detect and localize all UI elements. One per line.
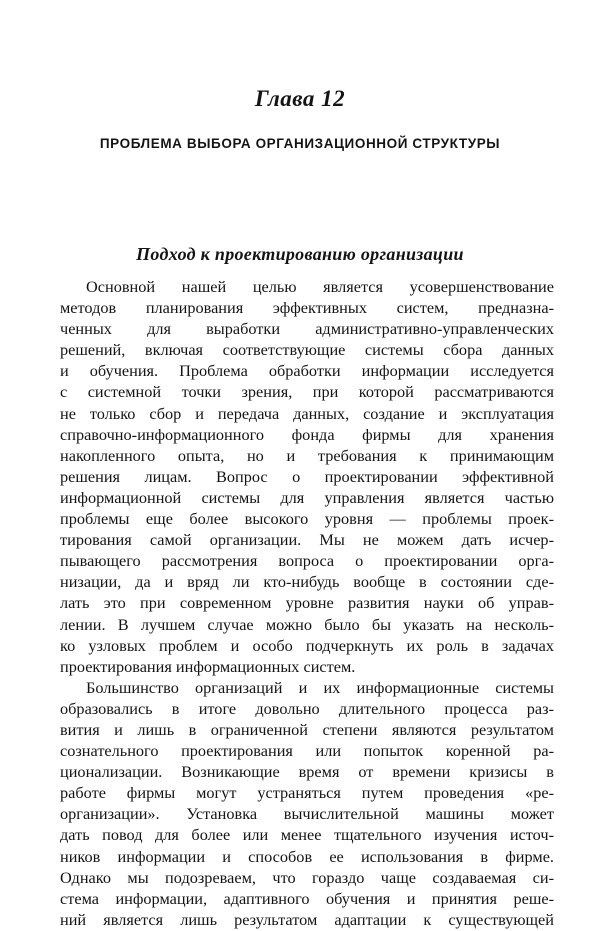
text-line: и обучения. Проблема обработки информации исследуется [60,361,554,381]
text-line: Однако мы подозреваем, что гораздо чаще создаваемая си- [60,867,554,887]
text-line: образовались в итоге довольно длительного процесса раз- [60,698,554,718]
text-line: ченных для выработки административно-управленческих [60,319,554,339]
chapter-title: Глава 12 [254,86,346,111]
section-heading: Подход к проектированию организации [136,244,464,264]
text-line: ционализации. Возникающие время от времени кризисы в [60,762,554,782]
text-line: не только сбор и передача данных, создание и эксплуатация [60,403,554,423]
text-line: решений, включая соответствующие системы сбора данных [60,340,554,360]
paragraph-1 [60,276,554,677]
text-line: с системной точки зрения, при которой рассматриваются [60,382,554,402]
text-line: вития и лишь в ограниченной степени являются результатом [60,719,554,739]
text-line: Большинство организаций и их информационные системы [86,677,554,697]
text-line: решения лицам. Вопрос о проектировании эффективной [60,466,554,486]
paragraph-2 [60,677,554,930]
text-line: работе фирмы могут устраняться путем проведения «ре- [60,783,554,803]
text-line: проектирования информационных систем. [60,656,356,676]
text-line: низации, да и вряд ли кто-нибудь вообще в состоянии сде- [60,572,554,592]
text-line: методов планирования эффективных систем, предназна- [60,298,554,318]
text-line: пывающего рассмотрения вопроса о проектировании орга- [60,551,554,571]
text-line: ний является лишь результатом адаптации к существующей [60,909,554,929]
text-line: проблемы еще более высокого уровня — проблемы проек- [60,509,554,529]
text-line: лать это при современном уровне развития науки об управ- [60,593,554,613]
text-line: справочно-информационного фонда фирмы для хранения [60,424,554,444]
text-line: ников информации и способов ее использования в фирме. [60,846,554,866]
text-line: дать повод для более или менее тщательного изучения источ- [60,825,554,845]
text-line: накопленного опыта, но и требования к принимающим [60,445,554,465]
text-line: сознательного проектирования или попыток коренной ра- [60,741,554,761]
text-line: лении. В лучшем случае можно было бы указать на несколь- [60,614,554,634]
body-text [60,276,554,930]
text-line: ко узловых проблем и особо подчеркнуть их роль в задачах [60,635,554,655]
text-line: тирования самой организации. Мы не можем дать исчер- [60,530,554,550]
chapter-subtitle: ПРОБЛЕМА ВЫБОРА ОРГАНИЗАЦИОННОЙ СТРУКТУРЫ [99,136,501,151]
text-line: информационной системы для управления является частью [60,487,554,507]
text-line: стема информации, адаптивного обучения и принятия реше- [60,888,554,908]
text-line: Основной нашей целью является усовершенствование [86,277,554,296]
text-line: организации». Установка вычислительной машины может [60,804,554,824]
